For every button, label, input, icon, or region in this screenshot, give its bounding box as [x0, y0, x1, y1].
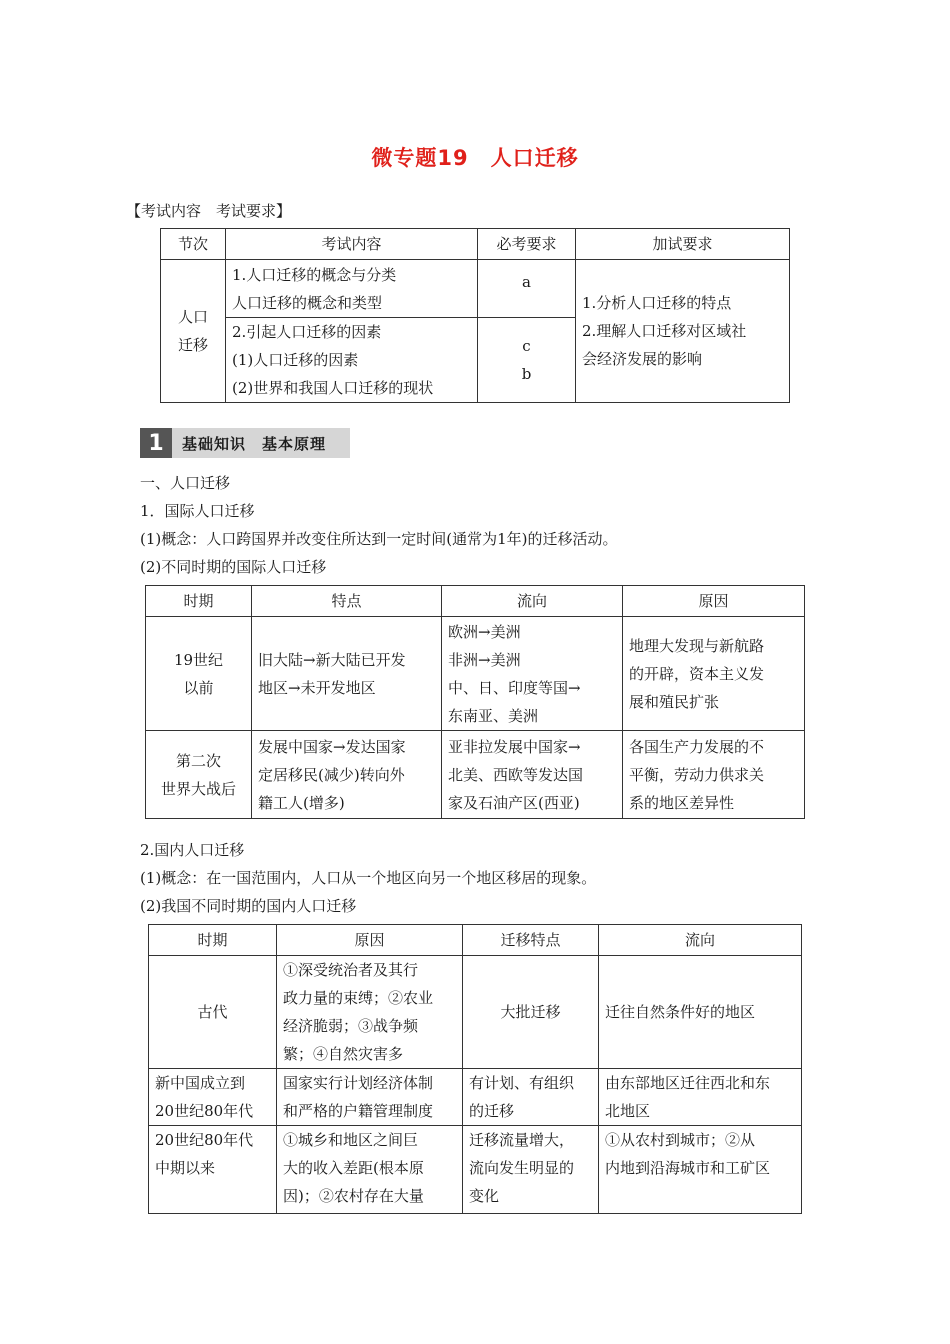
international-migration-table: [145, 585, 805, 819]
feature-cell: [463, 1126, 599, 1214]
cell-line: 地区→未开发地区: [258, 678, 376, 697]
cell-line: 家及石油产区(西亚): [448, 793, 580, 812]
cell-line: 的开辟，资本主义发: [629, 664, 765, 683]
section-banner: [140, 428, 350, 458]
cell-line: 地理大发现与新航路: [629, 636, 765, 655]
period-cell: [149, 956, 277, 1069]
header-cell: 加试要求: [576, 229, 790, 260]
cell-line: 第二次: [175, 751, 221, 770]
flow-cell: [442, 731, 623, 819]
table-row: [146, 617, 805, 731]
header-cell: 节次: [161, 229, 226, 260]
cell-line: 系的地区差异性: [629, 793, 735, 812]
section-cell: [161, 260, 226, 403]
table-header-row: [146, 586, 805, 617]
cell-line: 政力量的束缚；②农业: [283, 989, 434, 1007]
page-title: 微专题19 人口迁移: [371, 146, 579, 170]
cell-line: ①城乡和地区之间巨: [283, 1131, 419, 1149]
extra-line: 会经济发展的影响: [582, 350, 703, 368]
cell-line: 国家实行计划经济体制: [283, 1074, 434, 1092]
reason-cell: [277, 1126, 463, 1214]
requirements-table: [160, 228, 790, 403]
flow-cell: [599, 1069, 802, 1126]
cell-line: 平衡，劳动力供求关: [629, 765, 765, 784]
cell-line: 北地区: [605, 1102, 651, 1120]
cell-line: 20世纪80年代: [155, 1102, 254, 1120]
header-cell: 特点: [252, 586, 442, 617]
cell-line: 内地到沿海城市和工矿区: [605, 1159, 771, 1177]
content-line: 1.人口迁移的概念与分类: [232, 265, 397, 284]
heading-international: 1．国际人口迁移: [140, 502, 255, 520]
period-cell: [149, 1126, 277, 1214]
header-cell: 流向: [599, 925, 802, 956]
content-line: (2)世界和我国人口迁移的现状: [232, 379, 434, 397]
cell-line: 各国生产力发展的不: [629, 737, 765, 756]
cell-line: 流向发生明显的: [469, 1159, 575, 1177]
header-cell: 时期: [149, 925, 277, 956]
reason-cell: [623, 617, 805, 731]
required-cell: [478, 318, 576, 403]
cell-line: 有计划、有组织: [469, 1074, 575, 1092]
extra-cell: [576, 260, 790, 403]
cell-line: ①从农村到城市；②从: [605, 1131, 756, 1149]
requirements-header: 【考试内容 考试要求】: [126, 202, 292, 220]
cell-line: 由东部地区迁往西北和东: [605, 1074, 771, 1092]
cell-line: 古代: [197, 1003, 228, 1021]
cell-line: ①深受统治者及其行: [283, 961, 419, 979]
cell-line: 亚非拉发展中国家→: [448, 737, 581, 756]
header-cell: 流向: [442, 586, 623, 617]
cell-line: 因)；②农村存在大量: [283, 1187, 424, 1205]
flow-cell: [442, 617, 623, 731]
reason-cell: [623, 731, 805, 819]
reason-cell: [277, 956, 463, 1069]
cell-line: 20世纪80年代: [155, 1131, 254, 1149]
header-cell: 原因: [623, 586, 805, 617]
cell-line: 经济脆弱；③战争频: [283, 1017, 419, 1035]
cell-line: 繁；④自然灾害多: [283, 1045, 404, 1063]
feature-cell: [463, 956, 599, 1069]
cell-line: 北美、西欧等发达国: [448, 765, 584, 784]
section-line: 人口: [177, 308, 208, 326]
cell-line: 迁往自然条件好的地区: [605, 1003, 756, 1021]
domestic-migration-table: [148, 924, 802, 1214]
section-number: 1: [140, 428, 172, 458]
content-line: (1)人口迁移的因素: [232, 351, 359, 369]
cell-line: 非洲→美洲: [448, 650, 521, 669]
table-row: [149, 956, 802, 1069]
content-cell: [226, 318, 478, 403]
period-cell: [146, 731, 252, 819]
cell-line: 欧洲→美洲: [448, 622, 521, 641]
feature-cell: [463, 1069, 599, 1126]
cell-line: 迁移流量增大，: [469, 1131, 575, 1149]
flow-cell: [599, 1126, 802, 1214]
concept-domestic: (1)概念：在一国范围内，人口从一个地区向另一个地区移居的现象。: [140, 869, 597, 887]
cell-line: 展和殖民扩张: [629, 692, 720, 711]
cell-line: 籍工人(增多): [258, 793, 345, 812]
cell-line: 中、日、印度等国→: [448, 678, 581, 697]
required-line: b: [521, 365, 532, 383]
heading-international-periods: (2)不同时期的国际人口迁移: [140, 558, 327, 576]
cell-line: 的迁移: [469, 1102, 515, 1120]
cell-line: 发展中国家→发达国家: [258, 737, 406, 756]
section-line: 迁移: [177, 336, 208, 354]
extra-line: 1.分析人口迁移的特点: [582, 294, 732, 312]
content-cell: [226, 260, 478, 318]
required-line: c: [522, 337, 531, 355]
flow-cell: [599, 956, 802, 1069]
concept-international: (1)概念：人口跨国界并改变住所达到一定时间(通常为1年)的迁移活动。: [140, 530, 618, 548]
cell-line: 大的收入差距(根本原: [283, 1159, 424, 1177]
feature-cell: [252, 617, 442, 731]
cell-line: 和严格的户籍管理制度: [283, 1102, 434, 1120]
header-cell: 迁移特点: [463, 925, 599, 956]
table-row: [149, 1126, 802, 1214]
header-cell: 考试内容: [226, 229, 478, 260]
cell-line: 以前: [183, 678, 214, 697]
cell-line: 19世纪: [173, 650, 224, 669]
header-cell: 时期: [146, 586, 252, 617]
cell-line: 东南亚、美洲: [448, 706, 539, 725]
cell-line: 新中国成立到: [155, 1074, 246, 1092]
reason-cell: [277, 1069, 463, 1126]
period-cell: [149, 1069, 277, 1126]
table-header-row: [161, 229, 790, 260]
heading-domestic: 2.国内人口迁移: [140, 841, 245, 859]
required-cell: a: [478, 260, 576, 318]
table-row: [146, 731, 805, 819]
content-line: 2.引起人口迁移的因素: [232, 323, 382, 341]
cell-line: 旧大陆→新大陆已开发: [258, 650, 406, 669]
cell-line: 变化: [469, 1187, 500, 1205]
table-row: [161, 260, 790, 318]
heading-migration: 一、人口迁移: [140, 474, 231, 492]
table-row: [149, 1069, 802, 1126]
cell-line: 大批迁移: [500, 1003, 561, 1021]
section-title: 基础知识 基本原理: [182, 434, 327, 453]
header-cell: 必考要求: [478, 229, 576, 260]
cell-line: 中期以来: [155, 1159, 216, 1177]
table-header-row: [149, 925, 802, 956]
content-line: 人口迁移的概念和类型: [232, 293, 383, 312]
period-cell: [146, 617, 252, 731]
extra-line: 2.理解人口迁移对区域社: [582, 322, 747, 340]
heading-domestic-periods: (2)我国不同时期的国内人口迁移: [140, 897, 357, 915]
cell-line: 世界大战后: [160, 779, 236, 798]
header-cell: 原因: [277, 925, 463, 956]
feature-cell: [252, 731, 442, 819]
cell-line: 定居移民(减少)转向外: [258, 765, 405, 784]
